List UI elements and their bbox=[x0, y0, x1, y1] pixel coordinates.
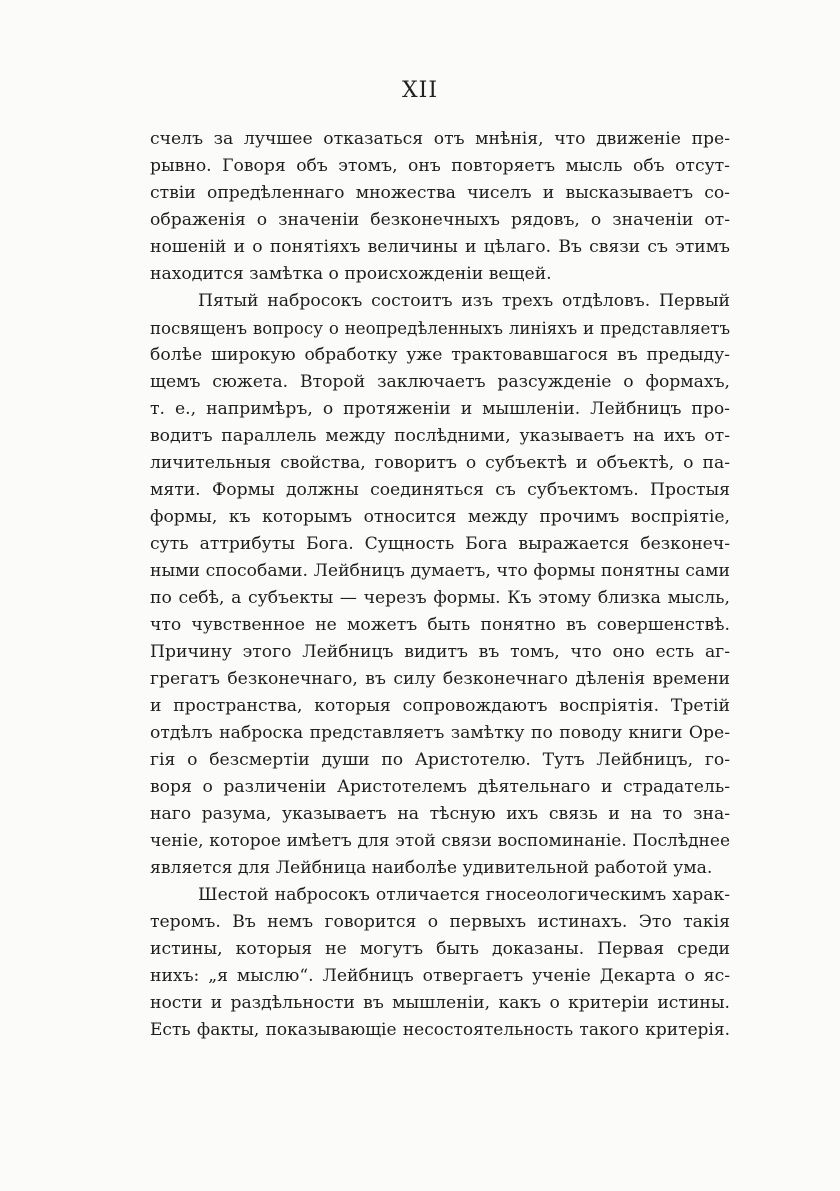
text-line: счелъ за лучшее отказаться отъ мнѣнія, что движеніе пре- bbox=[150, 129, 730, 149]
text-line: гія о безсмертіи души по Аристотелю. Тутъ Лейбницъ, го- bbox=[150, 750, 730, 770]
text-line: рывно. Говоря объ этомъ, онъ повторяетъ мысль объ отсут- bbox=[150, 156, 730, 176]
text-line: грегатъ безконечнаго, въ силу безконечнаго дѣленія времени bbox=[150, 669, 730, 689]
page-number: XII bbox=[401, 78, 439, 103]
text-line: наго разума, указываетъ на тѣсную ихъ связь и на то зна- bbox=[150, 804, 730, 824]
text-line: ченіе, которое имѣетъ для этой связи воспоминаніе. Послѣднее bbox=[150, 831, 730, 851]
text-line: воря о различеніи Аристотелемъ дѣятельнаго и страдатель- bbox=[150, 777, 730, 797]
text-line: Есть факты, показывающіе несостоятельность такого критерія. bbox=[150, 1020, 730, 1040]
text-line: ными способами. Лейбницъ думаетъ, что формы понятны сами bbox=[150, 561, 730, 581]
text-line: ности и раздѣльности въ мышленіи, какъ о критеріи истины. bbox=[150, 993, 730, 1013]
text-line: ображенія о значеніи безконечныхъ рядовъ, о значеніи от- bbox=[150, 210, 730, 230]
text-line: болѣе широкую обработку уже трактовавшагося въ предыду- bbox=[150, 345, 730, 365]
text-line: теромъ. Въ немъ говорится о первыхъ истинахъ. Это такія bbox=[150, 912, 730, 932]
text-line: что чувственное не можетъ быть понятно въ совершенствѣ. bbox=[150, 615, 730, 635]
text-line: посвященъ вопросу о неопредѣленныхъ линіяхъ и представляетъ bbox=[150, 319, 730, 338]
paragraph bbox=[150, 882, 730, 1044]
text-line: формы, къ которымъ относится между прочимъ воспріятіе, bbox=[150, 507, 730, 527]
text-line: Пятый набросокъ состоитъ изъ трехъ отдѣловъ. Первый bbox=[198, 291, 730, 311]
paragraph bbox=[150, 126, 730, 288]
text-line: водитъ параллель между послѣдними, указываетъ на ихъ от- bbox=[150, 426, 730, 446]
text-line: ствіи опредѣленнаго множества чиселъ и высказываетъ со- bbox=[150, 183, 730, 203]
text-line: нихъ: „я мыслю“. Лейбницъ отвергаетъ ученіе Декарта о яс- bbox=[150, 966, 730, 986]
text-line: Шестой набросокъ отличается гносеологическимъ харак- bbox=[198, 885, 730, 905]
text-line: щемъ сюжета. Второй заключаетъ разсужденіе о формахъ, bbox=[150, 372, 730, 392]
text-line: личительныя свойства, говоритъ о субъектѣ и объектѣ, о па- bbox=[150, 453, 730, 473]
text-line: Причину этого Лейбницъ видитъ въ томъ, что оно есть аг- bbox=[150, 642, 730, 662]
text-line: т. е., напримѣръ, о протяженіи и мышленіи. Лейбницъ про- bbox=[150, 399, 730, 419]
text-line: истины, которыя не могутъ быть доказаны. Первая среди bbox=[150, 939, 730, 959]
text-line: мяти. Формы должны соединяться съ субъектомъ. Простыя bbox=[150, 480, 730, 500]
text-line: и пространства, которыя сопровождаютъ воспріятія. Третій bbox=[150, 696, 730, 716]
text-line: по себѣ, а субъекты — черезъ формы. Къ этому близка мысль, bbox=[150, 588, 730, 608]
text-line: отдѣлъ наброска представляетъ замѣтку по поводу книги Оре- bbox=[150, 723, 730, 743]
text-line: ношеній и о понятіяхъ величины и цѣлаго. Въ связи съ этимъ bbox=[150, 237, 730, 257]
body-text bbox=[150, 126, 730, 1044]
text-line: является для Лейбница наиболѣе удивительной работой ума. bbox=[150, 858, 713, 878]
paragraph bbox=[150, 288, 730, 882]
text-line: суть аттрибуты Бога. Сущность Бога выражается безконеч- bbox=[150, 534, 730, 554]
text-line: находится замѣтка о происхожденіи вещей. bbox=[150, 264, 552, 284]
